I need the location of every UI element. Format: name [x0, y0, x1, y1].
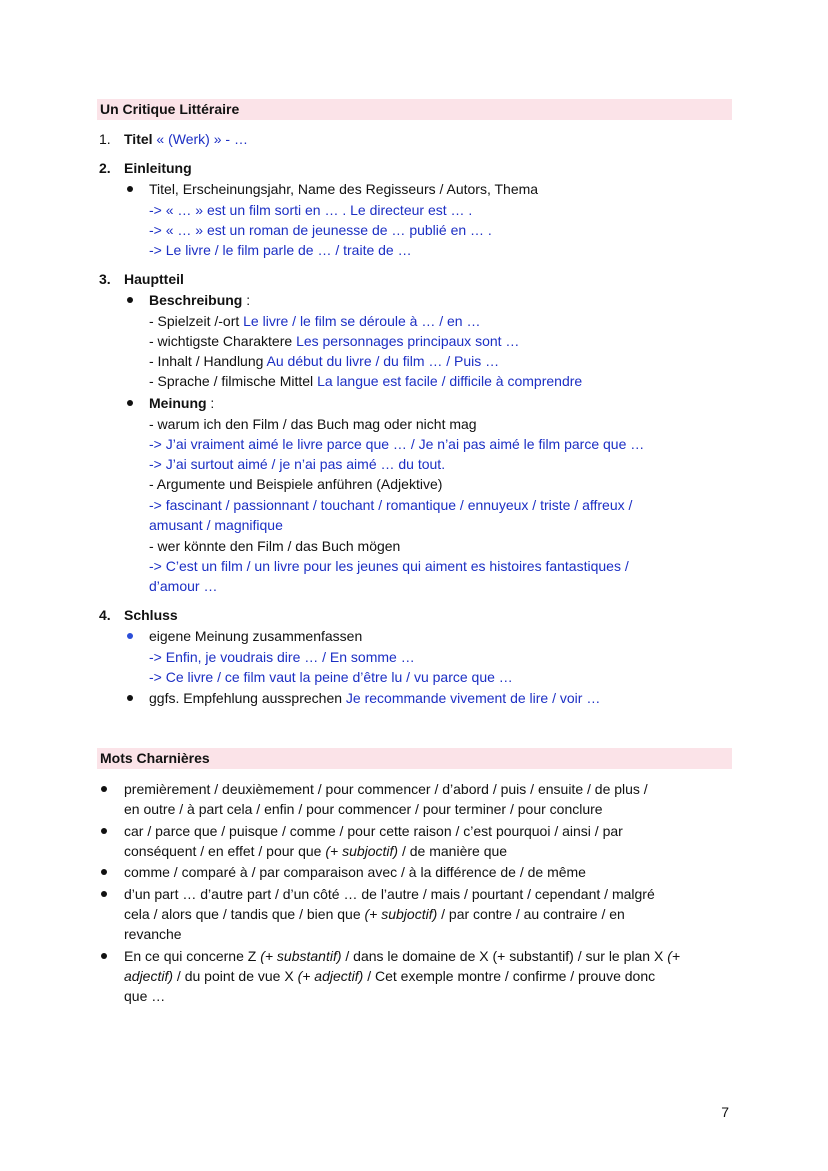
conclusion-example: -> Ce livre / ce film vaut la peine d’être lu / vu parce que …: [149, 669, 513, 685]
text-part: / de manière que: [398, 843, 508, 859]
bullet-icon: [101, 953, 107, 959]
bullet-label: Meinung: [149, 395, 207, 411]
opinion-example: -> J’ai surtout aimé / je n’ai pas aimé … du tout.: [149, 456, 446, 472]
list-item-hauptteil: Hauptteil: [124, 271, 184, 287]
bullet-icon: [101, 891, 107, 897]
bullet-icon: [127, 695, 133, 701]
connector-list: car / parce que / puisque / comme / pour cette raison / c’est pourquoi / ainsi / par: [124, 823, 623, 839]
list-item-einleitung: Einleitung: [124, 160, 192, 176]
connector-list-cont: en outre / à part cela / enfin / pour commencer / pour terminer / pour conclure: [124, 801, 603, 817]
description-line: [149, 331, 519, 351]
item-text: « (Werk) » - …: [156, 131, 248, 147]
line-example: Au début du livre / du film … / Puis …: [266, 353, 500, 369]
bullet-icon: [127, 633, 133, 639]
example-line: -> « … » est un film sorti en … . Le directeur est … .: [149, 202, 473, 218]
bullet-colon: :: [242, 292, 251, 308]
opinion-line: - Argumente und Beispiele anführen (Adjektive): [149, 476, 443, 492]
list-number: 2.: [99, 160, 111, 176]
list-item-schluss: Schluss: [124, 607, 178, 623]
description-line: [149, 351, 499, 371]
description-line: [149, 311, 480, 331]
recommendation-line: [149, 688, 600, 708]
list-number: 3.: [99, 271, 111, 287]
conclusion-example: -> Enfin, je voudrais dire … / En somme …: [149, 649, 415, 665]
example-line: -> Le livre / le film parle de … / traite de …: [149, 242, 412, 258]
bullet-icon: [101, 786, 107, 792]
adjective-list-cont: amusant / magnifique: [149, 517, 283, 533]
connector-list: d’un part … d’autre part / d’un côté … de l’autre / mais / pourtant / cependant / malgré: [124, 886, 655, 902]
item-label: Titel: [124, 131, 153, 147]
line-label: - wichtigste Charaktere: [149, 333, 297, 349]
adjective-list: -> fascinant / passionnant / touchant / romantique / ennuyeux / triste / affreux /: [149, 497, 633, 513]
text-part: conséquent / en effet / pour que: [124, 843, 326, 859]
bullet-icon: [101, 828, 107, 834]
line-label: ggfs. Empfehlung aussprechen: [149, 690, 346, 706]
opinion-line: - wer könnte den Film / das Buch mögen: [149, 538, 401, 554]
bullet-label: Beschreibung: [149, 292, 243, 308]
text-part: / par contre / au contraire / en: [437, 906, 625, 922]
example-line: -> « … » est un roman de jeunesse de … publié en … .: [149, 222, 492, 238]
text-part: En ce qui concerne Z: [124, 948, 261, 964]
text-part: / Cet exemple montre / confirme / prouve donc: [363, 968, 656, 984]
section-heading-critique: Un Critique Littéraire: [97, 99, 732, 120]
text-italic: adjectif): [124, 968, 174, 984]
line-example: Je recommande vivement de lire / voir …: [345, 690, 601, 706]
list-number: 4.: [99, 607, 111, 623]
text-part: / du point de vue X: [173, 968, 298, 984]
connector-list: [124, 946, 680, 966]
bullet-icon: [127, 400, 133, 406]
line-label: - Spielzeit /-ort: [149, 313, 244, 329]
bullet-icon: [127, 186, 133, 192]
line-label: - Inhalt / Handlung: [149, 353, 267, 369]
line-example: La langue est facile / difficile à comprendre: [317, 373, 583, 389]
connector-list-cont: que …: [124, 988, 166, 1004]
connector-list-cont: [124, 841, 507, 861]
list-number: 1.: [99, 131, 111, 147]
text-italic: (+ adjectif): [297, 968, 364, 984]
text-italic: (+ subjoctif): [364, 906, 438, 922]
bullet-colon: :: [206, 395, 215, 411]
list-item-titel: [124, 129, 248, 149]
bullet-beschreibung: [149, 290, 250, 310]
connector-list-cont: [124, 904, 625, 924]
bullet-icon: [127, 297, 133, 303]
line-label: - Sprache / filmische Mittel: [149, 373, 318, 389]
opinion-example-cont: d’amour …: [149, 578, 218, 594]
description-line: [149, 371, 582, 391]
opinion-example: -> J’ai vraiment aimé le livre parce que … / Je n’ai pas aimé le film parce que …: [149, 436, 645, 452]
bullet-icon: [101, 869, 107, 875]
connector-list: premièrement / deuxièmement / pour commencer / d’abord / puis / ensuite / de plus /: [124, 781, 648, 797]
connector-list-cont: revanche: [124, 926, 182, 942]
bullet-text: Titel, Erscheinungsjahr, Name des Regisseurs / Autors, Thema: [149, 181, 539, 197]
connector-list: comme / comparé à / par comparaison avec / à la différence de / de même: [124, 864, 586, 880]
line-example: Les personnages principaux sont …: [296, 333, 520, 349]
opinion-line: - warum ich den Film / das Buch mag oder nicht mag: [149, 416, 477, 432]
text-part: / dans le domaine de X (+ substantif) / sur le plan X: [341, 948, 668, 964]
section-heading-mots: Mots Charnières: [97, 748, 732, 769]
bullet-meinung: [149, 393, 214, 413]
connector-list-cont: [124, 966, 655, 986]
page-number: 7: [721, 1104, 729, 1120]
line-example: Le livre / le film se déroule à … / en …: [243, 313, 481, 329]
text-italic: (+: [667, 948, 681, 964]
text-part: cela / alors que / tandis que / bien que: [124, 906, 365, 922]
bullet-text: eigene Meinung zusammenfassen: [149, 628, 363, 644]
opinion-example: -> C’est un film / un livre pour les jeunes qui aiment es histoires fantastiques /: [149, 558, 629, 574]
text-italic: (+ substantif): [260, 948, 342, 964]
text-italic: (+ subjoctif): [325, 843, 399, 859]
